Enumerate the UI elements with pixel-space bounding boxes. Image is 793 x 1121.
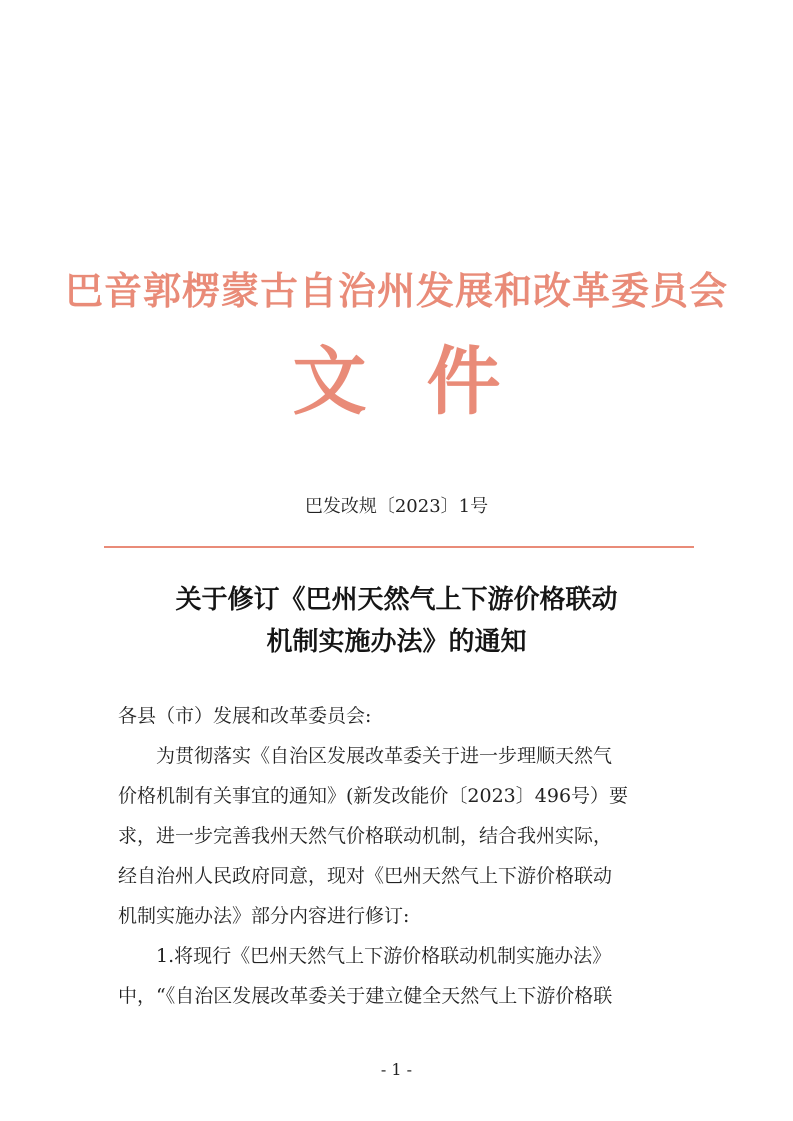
notice-title-line-2: 机制实施办法》的通知 <box>266 627 527 657</box>
document-number: 巴发改规〔2023〕1号 <box>304 496 489 517</box>
notice-title <box>0 579 793 663</box>
document-type-heading: 文件 <box>292 339 561 425</box>
notice-body <box>118 696 680 1016</box>
salutation: 各县（市）发展和改革委员会: <box>118 705 372 727</box>
body-line: 中，“《自治区发展改革委关于建立健全天然气上下游价格联 <box>118 985 613 1007</box>
body-line: 经自治州人民政府同意，现对《巴州天然气上下游价格联动 <box>118 865 613 887</box>
body-line: 为贯彻落实《自治区发展改革委关于进一步理顺天然气 <box>156 745 613 767</box>
body-line: 机制实施办法》部分内容进行修订: <box>118 905 410 927</box>
body-line: 1.将现行《巴州天然气上下游价格联动机制实施办法》 <box>156 945 612 967</box>
body-line: 求，进一步完善我州天然气价格联动机制，结合我州实际， <box>118 825 613 847</box>
issuing-authority: 巴音郭楞蒙古自治州发展和改革委员会 <box>64 268 728 313</box>
page-number: - 1 - <box>380 1060 413 1079</box>
red-divider-line <box>104 546 694 548</box>
notice-title-line-1: 关于修订《巴州天然气上下游价格联动 <box>175 585 618 615</box>
body-line: 价格机制有关事宜的通知》(新发改能价〔2023〕496号）要 <box>118 785 629 807</box>
